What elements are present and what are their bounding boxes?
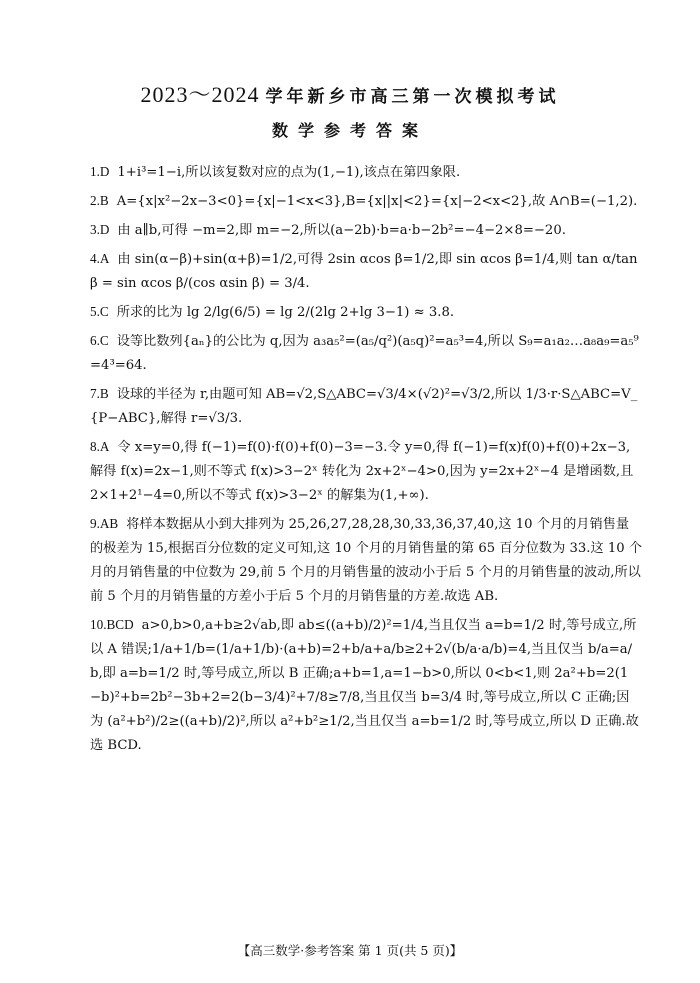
item-answer: A [99, 439, 110, 454]
item-answer: BCD [106, 617, 134, 632]
title-year: 2023～2024 [140, 82, 260, 107]
item-explanation: a>0,b>0,a+b≥2√ab,即 ab≤((a+b)/2)²=1/4,当且仅当 a=b=1/2 时,等号成立,所以 A 错误;1/a+1/b=(1/a+1/b)·(a+b)=2+b/a+a/b≥2+2√(b/a·a/b)=4,当且仅当 b/a=a/b,即 a=b=1/2 时,等号成立,所以 B 正确;a+b=1,a=1−b>0,所以 0<b<1,则 2a²+b=2(1−b)²+b=2b²−3b+2=2(b−3/4)²+7/8≥7/8,当且仅当 b=3/4 时,等号成立,所以 C 正确;因为 (a²+b²)/2≥((a+b)/2)²,所以 a²+b²≥1/2,当且仅当 a=b=1/2 时,等号成立,所以 D 正确.故选 BCD. [90, 618, 639, 753]
answer-list [90, 160, 642, 762]
item-number: 9. [90, 516, 100, 531]
item-answer: B [99, 386, 109, 401]
answer-item-7 [90, 382, 642, 431]
item-explanation: A={x|x²−2x−3<0}={x|−1<x<3},B={x||x|<2}={x|−2<x<2},故 A∩B=(−1,2). [116, 194, 638, 209]
item-number: 8. [90, 439, 100, 454]
item-explanation: 设球的半径为 r,由题可知 AB=√2,S△ABC=√3/4×(√2)²=√3/2,所以 1/3·r·S△ABC=V_{P−ABC},解得 r=√3/3. [90, 387, 638, 426]
answer-item-8 [90, 435, 642, 508]
item-number: 4. [90, 251, 100, 266]
answer-item-5 [90, 300, 642, 325]
item-number: 10. [90, 617, 107, 632]
answer-item-1 [90, 160, 642, 185]
answer-item-4 [90, 247, 642, 296]
item-answer: C [99, 333, 109, 348]
answer-item-6 [90, 329, 642, 378]
item-answer: C [99, 304, 109, 319]
title-text: 学年新乡市高三第一次模拟考试 [265, 87, 560, 107]
item-answer: AB [99, 516, 119, 531]
item-number: 3. [90, 222, 100, 237]
page-title [0, 78, 700, 109]
item-number: 1. [90, 164, 100, 179]
item-number: 6. [90, 333, 100, 348]
item-explanation: 由 a∥b,可得 −m=2,即 m=−2,所以(a−2b)·b=a·b−2b²=−4−2×8=−20. [117, 223, 566, 238]
answer-item-2 [90, 189, 642, 214]
item-answer: A [99, 251, 110, 266]
item-answer: D [99, 222, 110, 237]
item-answer: B [99, 193, 109, 208]
item-explanation: 所求的比为 lg 2/lg(6/5) = lg 2/(2lg 2+lg 3−1) ≈ 3.8. [116, 305, 455, 320]
item-number: 5. [90, 304, 100, 319]
page-footer: 【高三数学·参考答案 第 1 页(共 5 页)】 [237, 943, 463, 958]
answer-item-9 [90, 512, 642, 609]
item-number: 2. [90, 193, 100, 208]
answer-item-10 [90, 613, 642, 758]
item-explanation: 将样本数据从小到大排列为 25,26,27,28,28,30,33,36,37,40,这 10 个月的月销售量的极差为 15,根据百分位数的定义可知,这 10 个月的月销售量的第 65 百分位数为 33.这 10 个月的月销售量的中位数为 29,前 5 个月的月销售量的波动小于后 5 个月的月销售量的波动,所以前 5 个月的月销售量的方差小于后 5 个月的月销售量的方差.故选 AB. [90, 517, 643, 604]
item-explanation: 由 sin(α−β)+sin(α+β)=1/2,可得 2sin αcos β=1/2,即 sin αcos β=1/4,则 tan α/tan β = sin αcos β/(cos αsin β) = 3/4. [90, 252, 638, 291]
answer-item-3 [90, 218, 642, 243]
item-answer: D [99, 164, 110, 179]
item-explanation: 设等比数列{aₙ}的公比为 q,因为 a₃a₅²=(a₅/q²)(a₅q)²=a₅³=4,所以 S₉=a₁a₂…a₈a₉=a₅⁹=4³=64. [90, 334, 639, 373]
item-number: 7. [90, 386, 100, 401]
item-explanation: 令 x=y=0,得 f(−1)=f(0)·f(0)+f(0)−3=−3.令 y=0,得 f(−1)=f(x)f(0)+f(0)+2x−3,解得 f(x)=2x−1,则不等式 f(x)>3−2ˣ 转化为 2x+2ˣ−4>0,因为 y=2x+2ˣ−4 是增函数,且 2×1+2¹−4=0,所以不等式 f(x)>3−2ˣ 的解集为(1,+∞). [90, 440, 634, 503]
page-subtitle: 数学参考答案 [271, 121, 428, 140]
item-explanation: 1+i³=1−i,所以该复数对应的点为(1,−1),该点在第四象限. [117, 165, 461, 180]
